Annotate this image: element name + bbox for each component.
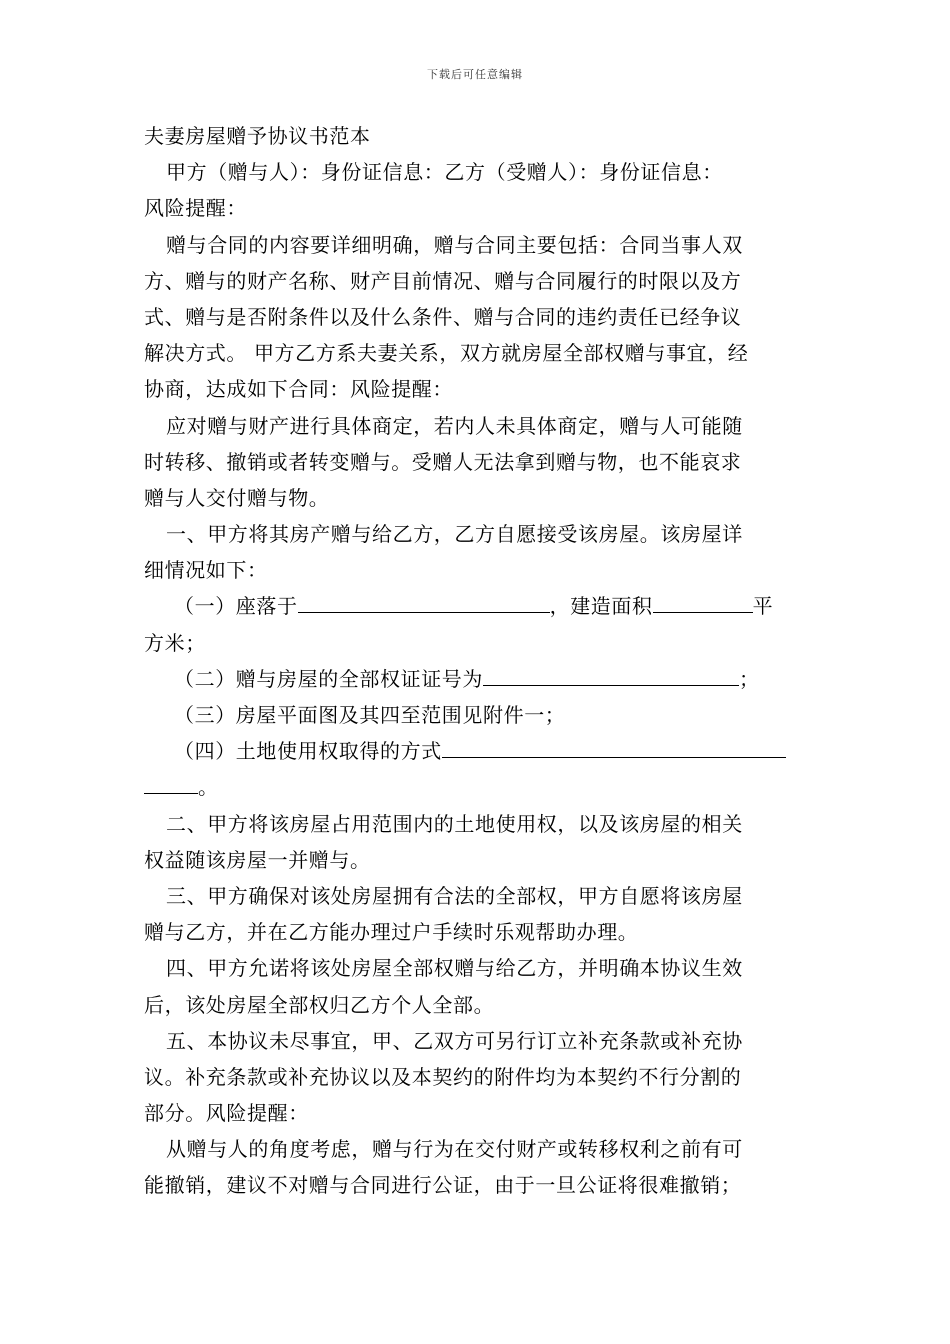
item-4-line (144, 733, 809, 769)
document-title: 夫妻房屋赠予协议书范本 (144, 124, 371, 148)
paragraph-line: 能撤销，建议不对赠与合同进行公证，由于一旦公证将很难撤销； (144, 1173, 742, 1198)
paragraph-line: 权益随该房屋一并赠与。 (144, 847, 371, 872)
paragraph-line: 细情况如下： (144, 558, 268, 583)
paragraph-line: 三、甲方确保对该处房屋拥有合法的全部权，甲方自愿将该房屋 (166, 883, 743, 908)
paragraph-line: 式、赠与是否附条件以及什么条件、赠与合同的违约责任已经争议 (144, 304, 742, 329)
document-body (144, 118, 809, 1204)
paragraph-line: 甲方（赠与人）：身份证信息：乙方（受赠人）：身份证信息： (166, 160, 723, 185)
page-header: 下载后可任意编辑 (427, 68, 523, 81)
paragraph-line: 方、赠与的财产名称、财产目前情况、赠与合同履行的时限以及方 (144, 268, 742, 293)
paragraph-line: 后，该处房屋全部权归乙方个人全部。 (144, 992, 495, 1017)
paragraph-line: 五、本协议未尽事宜，甲、乙双方可另行订立补充条款或补充协 (166, 1028, 743, 1053)
paragraph-line: 协商，达成如下合同：风险提醒： (144, 377, 453, 402)
item-4-prefix: （四）土地使用权取得的方式 (174, 739, 442, 764)
item-4-continuation (144, 769, 809, 805)
paragraph-line: 时转移、撤销或者转变赠与。受赠人无法拿到赠与物，也不能哀求 (144, 449, 742, 474)
location-blank (298, 588, 550, 613)
item-3-line: （三）房屋平面图及其四至范围见附件一； (174, 703, 566, 727)
item-4-suffix: 。 (198, 775, 219, 800)
paragraph-line: 部分。风险提醒： (144, 1101, 309, 1126)
paragraph-line: 议。补充条款或补充协议以及本契约的附件均为本契约不行分割的 (144, 1064, 742, 1089)
paragraph-line: 赠与人交付赠与物。 (144, 485, 330, 510)
paragraph-line: 风险提醒： (144, 196, 247, 221)
certificate-number-blank (483, 661, 739, 686)
paragraph-line: 解决方式。 甲方乙方系夫妻关系，双方就房屋全部权赠与事宜，经 (144, 341, 749, 366)
paragraph-line: 赠与乙方，并在乙方能办理过户手续时乐观帮助办理。 (144, 920, 639, 945)
area-blank (653, 588, 753, 613)
paragraph-line: 一、甲方将其房产赠与给乙方，乙方自愿接受该房屋。该房屋详 (166, 522, 743, 547)
paragraph-line: 四、甲方允诺将该处房屋全部权赠与给乙方，并明确本协议生效 (166, 956, 743, 981)
item-2-prefix: （二）赠与房屋的全部权证证号为 (174, 666, 483, 691)
land-use-method-blank (442, 733, 786, 758)
item-1-line (144, 588, 809, 624)
item-2-suffix: ； (739, 666, 760, 691)
item-1-middle: ，建造面积 (549, 594, 653, 619)
item-1-suffix: 平 (752, 594, 774, 619)
paragraph-line: 二、甲方将该房屋占用范围内的土地使用权，以及该房屋的相关 (166, 811, 743, 836)
paragraph-line: 应对赠与财产进行具体商定，若内人未具体商定，赠与人可能随 (166, 413, 743, 438)
land-use-method-blank-cont (144, 769, 198, 794)
item-1-prefix: （一）座落于 (174, 594, 298, 619)
paragraph-line: 赠与合同的内容要详细明确，赠与合同主要包括：合同当事人双 (166, 232, 743, 257)
paragraph-line: 从赠与人的角度考虑，赠与行为在交付财产或转移权利之前有可 (166, 1137, 743, 1162)
item-1-continuation: 方米； (144, 630, 206, 655)
item-2-line (144, 661, 809, 697)
